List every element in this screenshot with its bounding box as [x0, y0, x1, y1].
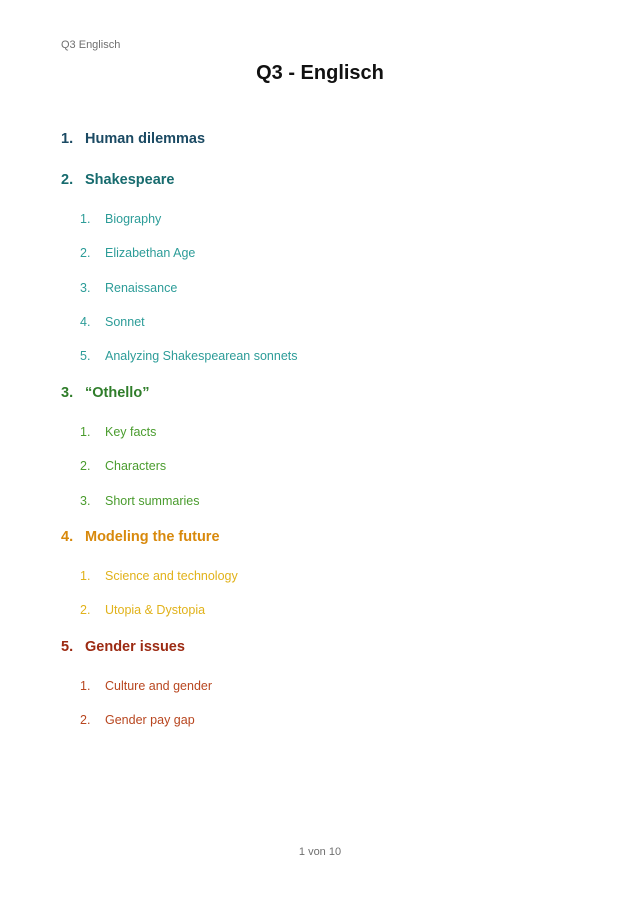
toc-section-othello[interactable] [61, 385, 149, 401]
toc-number: 1. [80, 679, 91, 693]
toc-number: 3. [61, 385, 74, 401]
toc-item-key-facts[interactable] [80, 425, 156, 439]
toc-label: Elizabethan Age [105, 246, 196, 260]
toc-section-gender-issues[interactable] [61, 639, 185, 655]
toc-label: Key facts [105, 425, 157, 439]
toc-label: Biography [105, 212, 162, 226]
toc-label: Gender issues [85, 639, 185, 655]
toc-section-shakespeare[interactable] [61, 172, 174, 188]
toc-number: 2. [80, 459, 91, 473]
toc-section-human-dilemmas[interactable] [61, 131, 205, 147]
page-indicator: 1 von 10 [298, 846, 342, 858]
toc-number: 3. [80, 494, 91, 508]
toc-label: Shakespeare [85, 172, 175, 188]
toc-number: 1. [80, 425, 91, 439]
toc-number: 5. [61, 639, 74, 655]
toc-label: Human dilemmas [85, 131, 206, 147]
running-header: Q3 Englisch [61, 39, 121, 51]
toc-number: 1. [80, 569, 91, 583]
toc-label: Science and technology [105, 569, 238, 583]
toc-item-elizabethan-age[interactable] [80, 246, 195, 260]
toc-label: Short summaries [105, 494, 200, 508]
toc-number: 4. [61, 529, 74, 545]
toc-label: Modeling the future [85, 529, 220, 545]
toc-number: 5. [80, 349, 91, 363]
toc-label: “Othello” [85, 385, 150, 401]
toc-label: Characters [105, 459, 167, 473]
toc-item-biography[interactable] [80, 212, 161, 226]
toc-label: Gender pay gap [105, 713, 195, 727]
toc-item-renaissance[interactable] [80, 281, 177, 295]
toc-number: 2. [80, 246, 91, 260]
toc-item-culture-and-gender[interactable] [80, 679, 212, 693]
toc-section-modeling-the-future[interactable] [61, 529, 220, 545]
toc-item-science-and-technology[interactable] [80, 569, 238, 583]
toc-label: Renaissance [105, 281, 178, 295]
toc-number: 1. [61, 131, 74, 147]
toc-number: 1. [80, 212, 91, 226]
toc-label: Analyzing Shakespearean sonnets [105, 349, 298, 363]
toc-label: Culture and gender [105, 679, 213, 693]
toc-label: Sonnet [105, 315, 145, 329]
toc-number: 2. [80, 603, 91, 617]
toc-item-gender-pay-gap[interactable] [80, 713, 195, 727]
toc-number: 4. [80, 315, 91, 329]
toc-item-short-summaries[interactable] [80, 494, 199, 508]
toc-label: Utopia & Dystopia [105, 603, 206, 617]
toc-number: 2. [80, 713, 91, 727]
toc-item-sonnet[interactable] [80, 315, 145, 329]
toc-item-characters[interactable] [80, 459, 166, 473]
toc-item-analyzing-sonnets[interactable] [80, 349, 298, 363]
toc-item-utopia-dystopia[interactable] [80, 603, 205, 617]
toc-number: 3. [80, 281, 91, 295]
document-title: Q3 - Englisch [256, 62, 384, 84]
toc-number: 2. [61, 172, 74, 188]
